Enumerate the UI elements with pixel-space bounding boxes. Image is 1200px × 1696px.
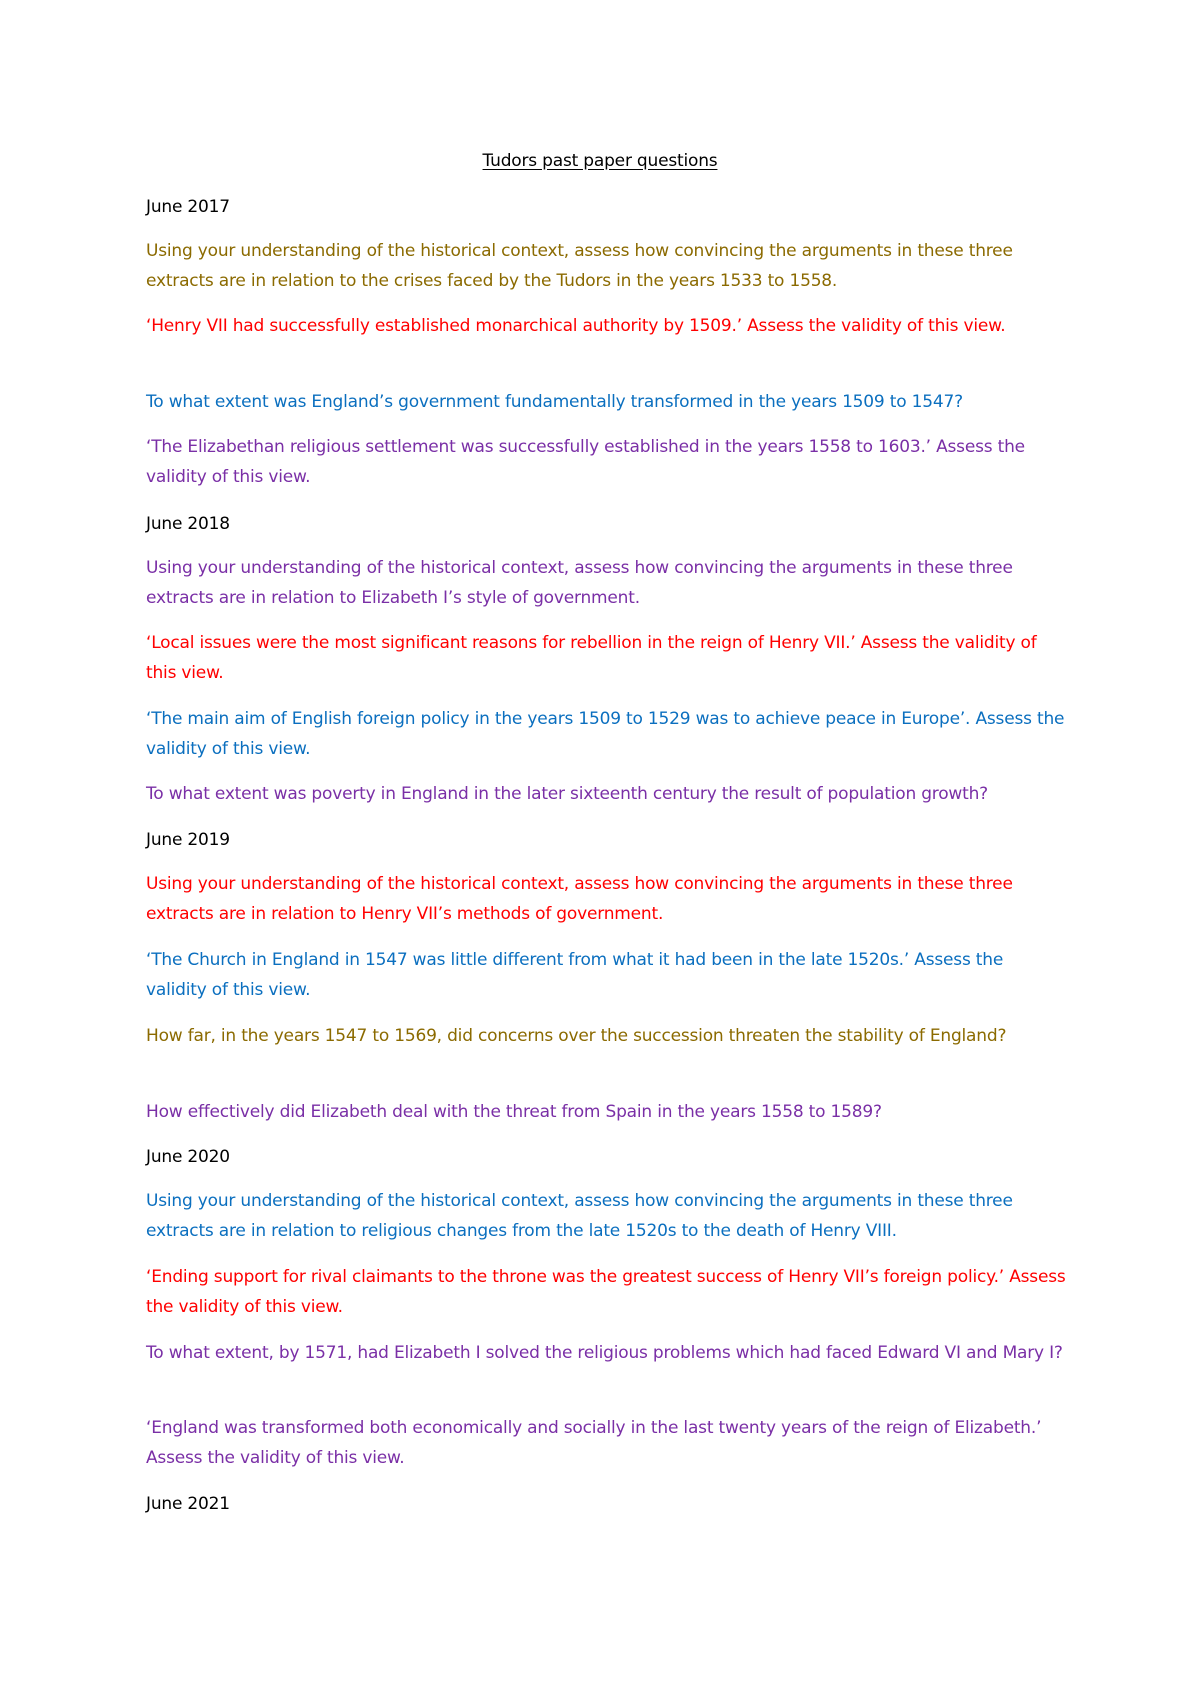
question-2018-4: To what extent was poverty in England in the later sixteenth century the result of population growth?	[146, 784, 988, 804]
question-2020-4: ‘England was transformed both economically and socially in the last twenty years of the reign of Elizabeth.’ Assess the validity of this view.	[146, 1418, 1042, 1468]
question-2017-1: Using your understanding of the historical context, assess how convincing the arguments in these three extracts are in relation to the crises faced by the Tudors in the years 1533 to 1558.	[146, 241, 1013, 291]
question-2020-2: ‘Ending support for rival claimants to the throne was the greatest success of Henry VII’s foreign policy.’ Assess the validity of this view.	[146, 1267, 1066, 1317]
question-2017-4: ‘The Elizabethan religious settlement was successfully established in the years 1558 to 1603.’ Assess the validity of this view.	[146, 437, 1025, 487]
question-2019-1: Using your understanding of the historical context, assess how convincing the arguments in these three extracts are in relation to Henry VII’s methods of government.	[146, 874, 1013, 924]
question-2019-2: ‘The Church in England in 1547 was little different from what it had been in the late 1520s.’ Assess the validity of this view.	[146, 950, 1004, 1000]
question-2019-4: How effectively did Elizabeth deal with the threat from Spain in the years 1558 to 1589?	[146, 1102, 882, 1122]
question-2017-3: To what extent was England’s government fundamentally transformed in the years 1509 to 1547?	[146, 392, 963, 412]
document-title: Tudors past paper questions	[482, 151, 718, 171]
section-heading-2020: June 2020	[146, 1147, 230, 1167]
question-2020-3: To what extent, by 1571, had Elizabeth I solved the religious problems which had faced Edward VI and Mary I?	[146, 1343, 1063, 1363]
section-heading-2019: June 2019	[146, 830, 230, 850]
question-2019-3: How far, in the years 1547 to 1569, did concerns over the succession threaten the stability of England?	[146, 1026, 1007, 1046]
question-2017-2: ‘Henry VII had successfully established monarchical authority by 1509.’ Assess the validity of this view.	[146, 316, 1006, 336]
question-2018-3: ‘The main aim of English foreign policy in the years 1509 to 1529 was to achieve peace in Europe’. Assess the validity of this view.	[146, 709, 1065, 759]
question-2020-1: Using your understanding of the historical context, assess how convincing the arguments in these three extracts are in relation to religious changes from the late 1520s to the death of Henry VIII.	[146, 1191, 1013, 1241]
question-2018-1: Using your understanding of the historical context, assess how convincing the arguments in these three extracts are in relation to Elizabeth I’s style of government.	[146, 558, 1013, 608]
section-heading-2021: June 2021	[146, 1494, 230, 1514]
section-heading-2017: June 2017	[146, 197, 230, 217]
section-heading-2018: June 2018	[146, 514, 230, 534]
question-2018-2: ‘Local issues were the most significant reasons for rebellion in the reign of Henry VII.’ Assess the validity of this view.	[146, 633, 1037, 683]
